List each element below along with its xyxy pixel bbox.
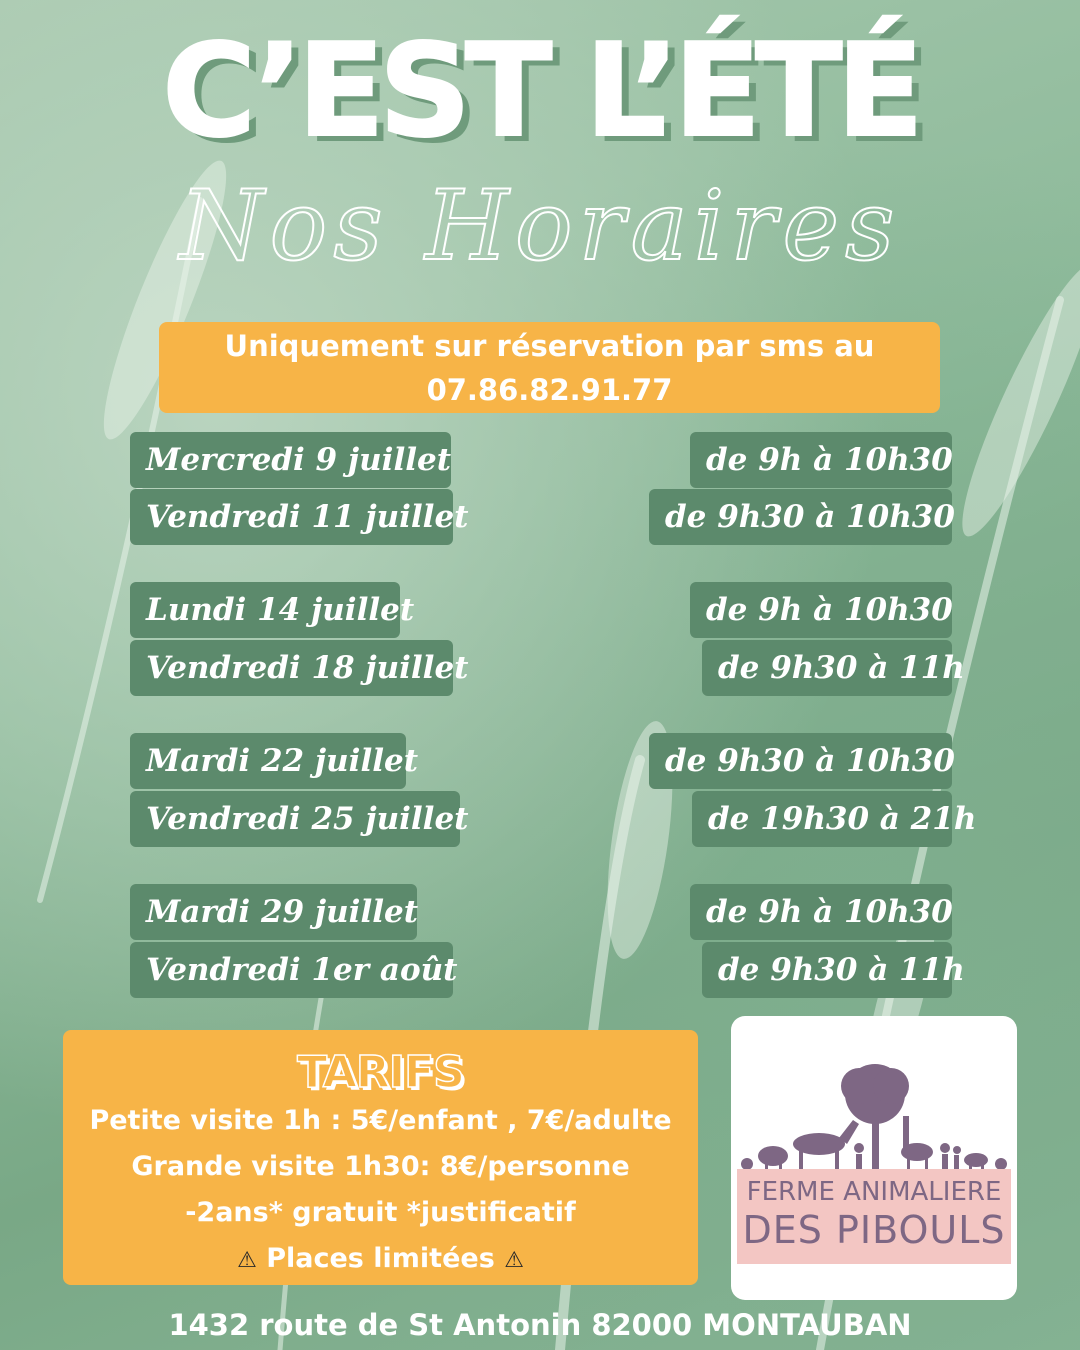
schedule-time: de 9h à 10h30 [690,582,952,638]
reservation-text: Uniquement sur réservation par sms au [224,329,875,363]
reservation-banner [159,322,940,413]
logo-line2: DES PIBOULS [742,1208,1006,1252]
schedule-day: Mardi 29 juillet [130,884,417,940]
places-limitees-text: Places limitées [266,1243,495,1274]
schedule-day: Vendredi 25 juillet [130,791,460,847]
schedule-time: de 9h à 10h30 [690,884,952,940]
schedule-day: Vendredi 11 juillet [130,489,453,545]
schedule-time: de 9h30 à 10h30 [649,489,952,545]
farm-logo [731,1016,1017,1300]
address: 1432 route de St Antonin 82000 MONTAUBAN [168,1308,912,1342]
schedule-time: de 9h30 à 11h [702,942,952,998]
places-limitees [63,1236,698,1284]
schedule-day: Mardi 22 juillet [130,733,406,789]
page-title: C’EST L’ÉTÉ [162,17,918,166]
schedule-time: de 9h à 10h30 [690,432,952,488]
reservation-phone[interactable]: 07.86.82.91.77 [426,373,673,407]
schedule-time: de 19h30 à 21h [692,791,952,847]
tarifs-box [63,1030,698,1285]
logo-line1: FERME ANIMALIERE [746,1177,1002,1207]
schedule-day: Mercredi 9 juillet [130,432,451,488]
schedule-time: de 9h30 à 11h [702,640,952,696]
tarifs-title: TARIFS [297,1047,464,1098]
schedule-day: Vendredi 1er août [130,942,453,998]
tarif-line: -2ans* gratuit *justificatif [185,1197,576,1228]
farm-animals-icon [731,1016,1017,1176]
warning-icon: ⚠ [237,1248,257,1273]
schedule-time: de 9h30 à 10h30 [649,733,952,789]
schedule-day: Vendredi 18 juillet [130,640,453,696]
tarif-line: Petite visite 1h : 5€/enfant , 7€/adulte [89,1105,672,1136]
warning-icon: ⚠ [504,1248,524,1273]
tarif-line: Grande visite 1h30: 8€/personne [131,1151,630,1182]
page-subtitle: Nos Horaires [179,170,901,282]
schedule-day: Lundi 14 juillet [130,582,400,638]
